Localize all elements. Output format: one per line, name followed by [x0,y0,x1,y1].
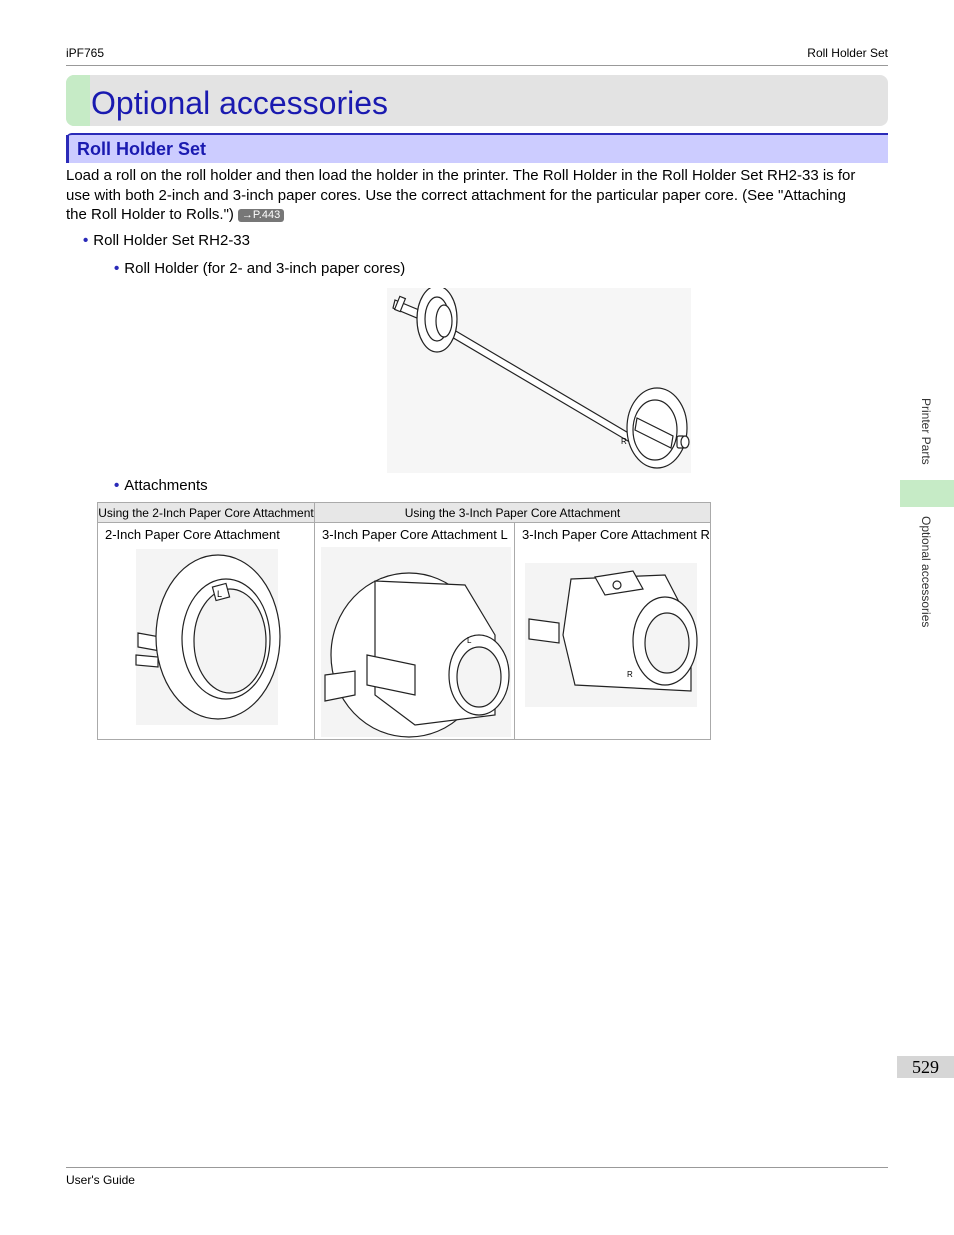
svg-text:R: R [627,670,633,679]
bullet-attachments [114,477,208,494]
svg-text:L: L [467,636,472,645]
header-topic: Roll Holder Set [807,46,888,60]
section-heading: Roll Holder Set [77,139,207,159]
bullet-roll-holder-set [83,232,250,249]
intro-paragraph [66,166,890,225]
cell-label: 3-Inch Paper Core Attachment L [322,527,508,542]
attachments-table [97,502,711,740]
side-section-label: Optional accessories [919,516,933,628]
bullet-text: Attachments [124,477,208,494]
header-product: iPF765 [66,46,105,60]
table-header-row [98,503,711,523]
bullet-dot: • [83,232,89,249]
page-title-box [66,75,888,126]
side-chapter-label: Printer Parts [919,398,933,465]
2-inch-attachment-illustration [98,545,314,737]
bullet-dot: • [114,260,120,277]
bullet-roll-holder [114,260,405,277]
bullet-dot: • [114,477,120,494]
page-title: Optional accessories [91,85,389,121]
bullet-text: Roll Holder (for 2- and 3-inch paper cores) [124,260,406,277]
table-cell-2inch [98,523,315,740]
3-inch-attachment-r-illustration [515,545,710,739]
footer-divider [66,1167,888,1168]
page-number: 529 [897,1056,954,1078]
svg-text:L: L [217,589,223,599]
side-tab-marker [900,480,954,507]
footer-text: User's Guide [66,1173,135,1187]
section-accent-bar [66,135,69,163]
3-inch-attachment-l-illustration [315,545,514,739]
bullet-text: Roll Holder Set RH2-33 [93,232,250,249]
cell-label: 2-Inch Paper Core Attachment [105,527,280,542]
table-header-3inch: Using the 3-Inch Paper Core Attachment [315,503,711,523]
title-accent-strip [66,75,90,126]
table-header-2inch: Using the 2-Inch Paper Core Attachment [98,503,315,523]
intro-line-3: the Roll Holder to Rolls.") [66,206,234,223]
cell-label: 3-Inch Paper Core Attachment R [522,527,710,542]
intro-line-2: use with both 2-inch and 3-inch paper cores. Use the correct attachment for the particular paper core. (See "Attaching [66,186,846,204]
table-cell-3inch-r [515,523,711,740]
svg-text:R: R [621,437,627,446]
page-link[interactable]: →P.443 [238,209,284,222]
intro-line-1: Load a roll on the roll holder and then load the holder in the printer. The Roll Holder in the Roll Holder Set RH2-33 is for [66,167,856,184]
table-row [98,523,711,740]
section-heading-box [66,133,888,163]
header-divider [66,65,888,66]
table-cell-3inch-l [315,523,515,740]
roll-holder-illustration [387,288,691,473]
